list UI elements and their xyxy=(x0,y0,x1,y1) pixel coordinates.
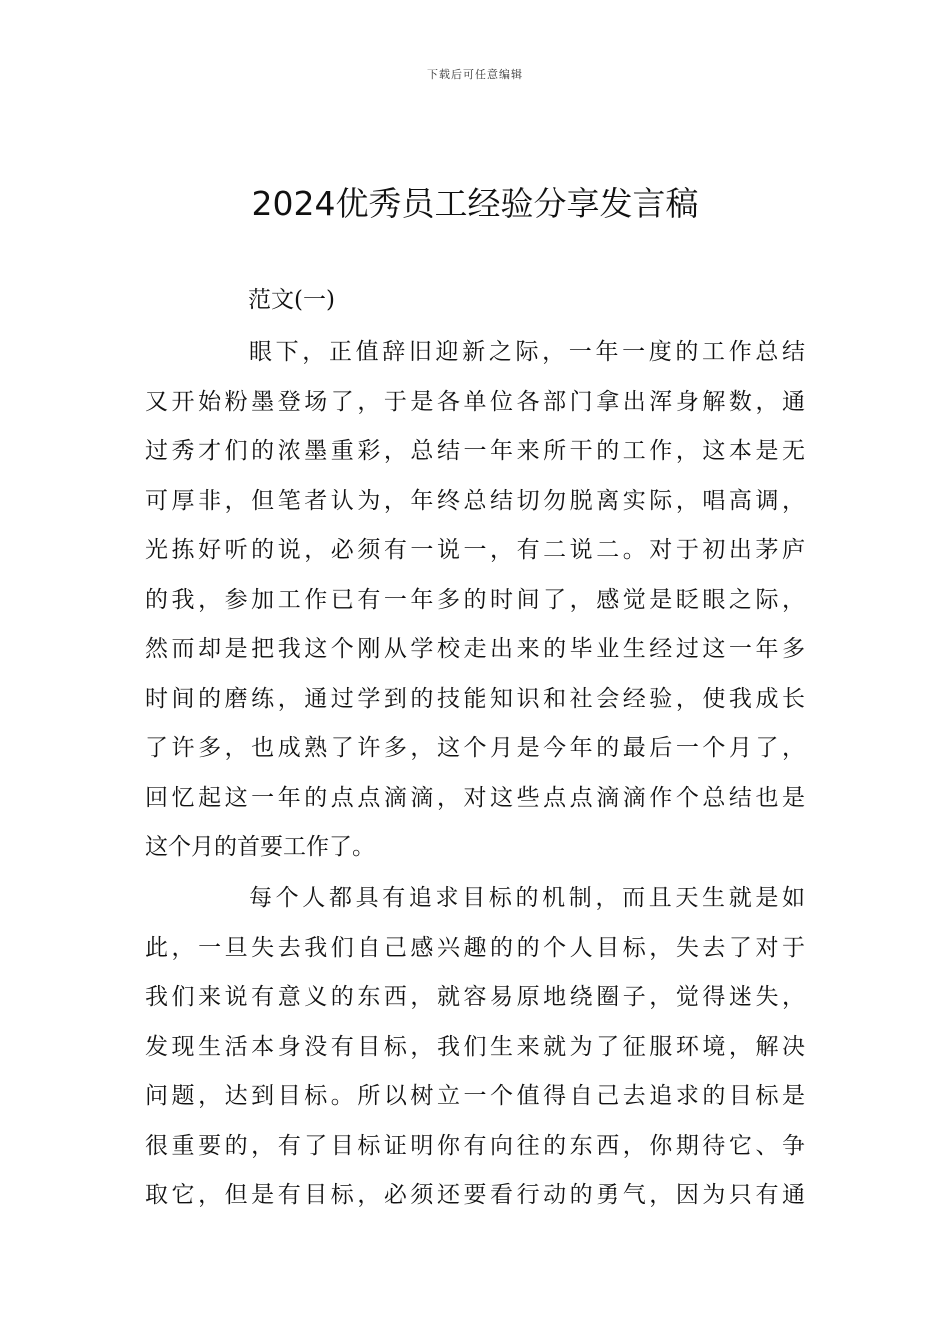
paragraph-line: 时间的磨练，通过学到的技能知识和社会经验，使我成长 xyxy=(145,685,805,712)
paragraph-line: 问题，达到目标。所以树立一个值得自己去追求的目标是 xyxy=(145,1083,805,1109)
paragraph-line: 取它，但是有目标，必须还要看行动的勇气，因为只有通 xyxy=(145,1182,805,1208)
paragraph-line: 又开始粉墨登场了，于是各单位各部门拿出浑身解数，通 xyxy=(145,388,805,415)
paragraph-line: 每个人都具有追求目标的机制，而且天生就是如 xyxy=(249,885,805,911)
section-label: 范文(一) xyxy=(248,287,335,313)
paragraph-line: 发现生活本身没有目标，我们生来就为了征服环境，解决 xyxy=(145,1033,805,1060)
paragraph-line: 的我，参加工作已有一年多的时间了，感觉是眨眼之际， xyxy=(145,586,805,613)
paragraph-2 xyxy=(145,880,805,1227)
paragraph-line: 然而却是把我这个刚从学校走出来的毕业生经过这一年多 xyxy=(145,636,805,662)
paragraph-line: 过秀才们的浓墨重彩，总结一年来所干的工作，这本是无 xyxy=(145,438,805,464)
paragraph-line: 回忆起这一年的点点滴滴，对这些点点滴滴作个总结也是 xyxy=(145,784,805,811)
paragraph-line: 光拣好听的说，必须有一说一，有二说二。对于初出茅庐 xyxy=(145,537,805,563)
document-title: 2024优秀员工经验分享发言稿 xyxy=(251,184,699,223)
paragraph-1 xyxy=(145,334,805,879)
paragraph-line: 可厚非，但笔者认为，年终总结切勿脱离实际，唱高调， xyxy=(145,487,805,514)
paragraph-line: 我们来说有意义的东西，就容易原地绕圈子，觉得迷失， xyxy=(145,984,805,1010)
paragraph-line: 此，一旦失去我们自己感兴趣的的个人目标，失去了对于 xyxy=(145,934,805,961)
paragraph-line: 眼下，正值辞旧迎新之际，一年一度的工作总结 xyxy=(249,339,805,365)
header-note: 下载后可任意编辑 xyxy=(427,68,523,81)
paragraph-line: 很重要的，有了目标证明你有向往的东西，你期待它、争 xyxy=(145,1132,805,1159)
paragraph-line: 这个月的首要工作了。 xyxy=(145,834,375,860)
paragraph-line: 了许多，也成熟了许多，这个月是今年的最后一个月了， xyxy=(145,735,805,761)
